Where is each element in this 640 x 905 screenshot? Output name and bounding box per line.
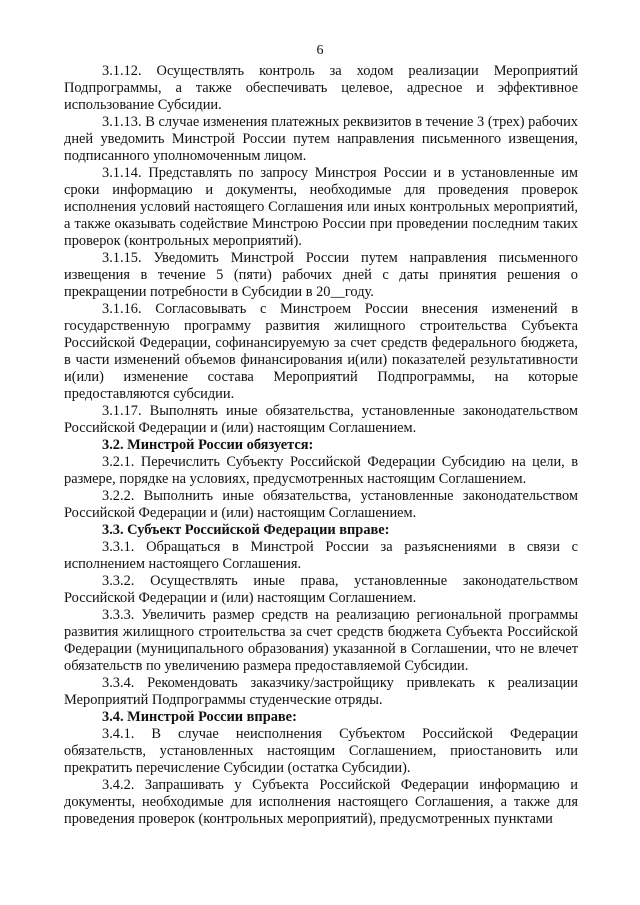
clause-paragraph: 3.2.1. Перечислить Субъекту Российской Федерации Субсидию на цели, в размере, порядке на условиях, предусмотренных настоящим Соглашением. [64,454,578,487]
clause-paragraph: 3.3.3. Увеличить размер средств на реализацию региональной программы развития жилищного строительства за счет средств бюджета Субъекта Российской Федерации (муниципального образования) указанной в Соглашении, что не влечет обязательств по увеличению размера предоставляемой Субсидии. [64,607,578,674]
clause-paragraph: 3.1.15. Уведомить Минстрой России путем направления письменного извещения в течение 5 (пяти) рабочих дней с даты принятия решения о прекращении потребности в Субсидии в 20__году. [64,250,578,300]
clause-paragraph: 3.3.4. Рекомендовать заказчику/застройщику привлекать к реализации Мероприятий Подпрограммы студенческие отряды. [64,675,578,708]
section-heading: 3.4. Минстрой России вправе: [102,709,297,725]
clause-paragraph: 3.3.2. Осуществлять иные права, установленные законодательством Российской Федерации и (или) настоящим Соглашением. [64,573,578,606]
section-heading: 3.3. Субъект Российской Федерации вправе: [102,522,390,538]
document-body [64,63,578,828]
clause-paragraph: 3.1.16. Согласовывать с Минстроем России внесения изменений в государственную программу развития жилищного строительства Субъекта Российской Федерации, софинансируемую за счет средств федерального бюджета, в части изменений объемов финансирования и(или) показателей результативности и(или) изменение состава Мероприятий Подпрограммы, на которые предоставляются субсидии. [64,301,578,402]
clause-paragraph: 3.1.12. Осуществлять контроль за ходом реализации Мероприятий Подпрограммы, а также обеспечивать целевое, адресное и эффективное использование Субсидии. [64,63,578,113]
clause-paragraph: 3.1.17. Выполнять иные обязательства, установленные законодательством Российской Федерации и (или) настоящим Соглашением. [64,403,578,436]
page-number: 6 [316,43,324,58]
clause-paragraph: 3.1.13. В случае изменения платежных реквизитов в течение 3 (трех) рабочих дней уведомить Минстрой России путем направления письменного извещения, подписанного уполномоченным лицом. [64,114,578,164]
clause-paragraph: 3.2.2. Выполнить иные обязательства, установленные законодательством Российской Федерации и (или) настоящим Соглашением. [64,488,578,521]
clause-paragraph: 3.3.1. Обращаться в Минстрой России за разъяснениями в связи с исполнением настоящего Соглашения. [64,539,578,572]
clause-paragraph: 3.1.14. Представлять по запросу Минстроя России и в установленные им сроки информацию и документы, необходимые для проведения проверок исполнения условий настоящего Соглашения или иных контрольных мероприятий, а также оказывать содействие Минстрою России при проведении последним таких проверок (контрольных мероприятий). [64,165,578,249]
clause-paragraph: 3.4.2. Запрашивать у Субъекта Российской Федерации информацию и документы, необходимые для исполнения настоящего Соглашения, а также для проведения проверок (контрольных мероприятий), предусмотренных пунктами [64,777,578,827]
section-heading: 3.2. Минстрой России обязуется: [102,437,314,453]
clause-paragraph: 3.4.1. В случае неисполнения Субъектом Российской Федерации обязательств, установленных настоящим Соглашением, приостановить или прекратить перечисление Субсидии (остатка Субсидии). [64,726,578,776]
